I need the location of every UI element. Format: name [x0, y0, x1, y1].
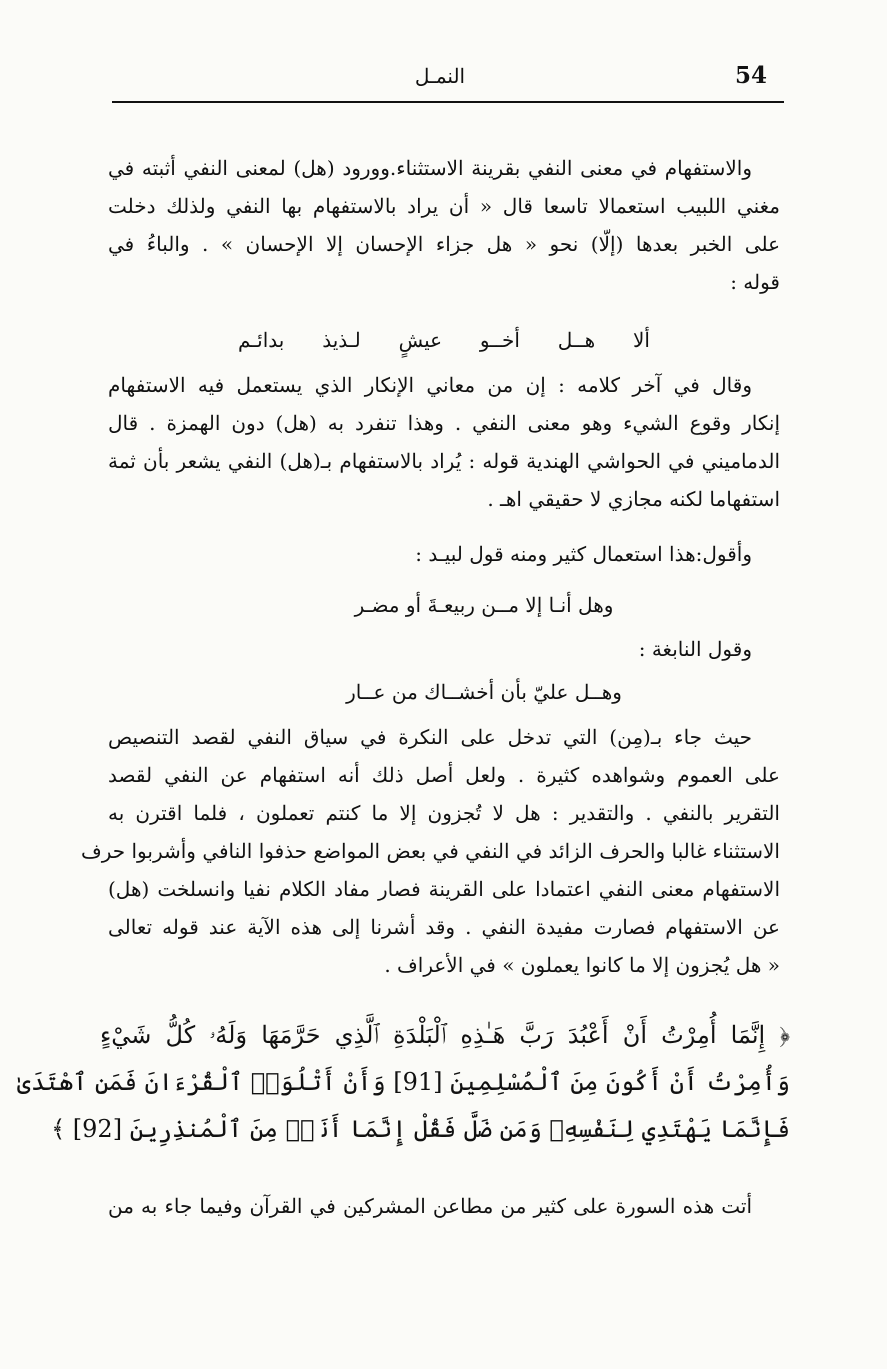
text-line: الاستثناء غالبا والحرف الزائد في النفي في بعض المواضع حذفوا النافي وأشربوا حرف — [81, 839, 780, 863]
text-line: مغني اللبيب استعمالا تاسعا قال « أن يراد بالاستفهام بها النفي ولذلك دخلت — [108, 194, 780, 218]
text-line: استفهاما لكنه مجازي لا حقيقي اهـ . — [487, 487, 780, 511]
text-line: أتت هذه السورة على كثير من مطاعن المشركين في القرآن وفيما جاء به من — [108, 1194, 752, 1218]
paragraph-4 — [108, 630, 780, 668]
paragraph-1 — [108, 149, 780, 301]
verse-3 — [108, 673, 780, 711]
quran-verses — [16, 1012, 790, 1153]
text-line: « هل يُجزون إلا ما كانوا يعملون » في الأعراف . — [384, 953, 780, 977]
text-line: الاستفهام معنى النفي اعتمادا على القرينة فصار مفاد الكلام نفيا وانسلخت (هل) — [108, 877, 780, 901]
text-line: وأقول:هذا استعمال كثير ومنه قول لبيـد : — [415, 542, 752, 566]
running-title: النمـل — [414, 64, 466, 88]
verse-2 — [108, 586, 780, 624]
page-number: 54 — [735, 62, 768, 89]
text-line: إنكار وقوع الشيء وهو معنى النفي . وهذا تنفرد به (هل) دون الهمزة . قال — [108, 411, 780, 435]
text-line: قوله : — [730, 270, 780, 294]
verse-1 — [108, 321, 780, 359]
verse-line: ألا هــل أخــو عيشٍ لـذيذ بدائـم — [238, 328, 650, 352]
text-line: التقرير بالنفي . والتقدير : هل لا تُجزون إلا ما كنتم تعملون ، فلما اقترن به — [108, 801, 780, 825]
verse-line: وهــل عليّ بأن أخشــاك من عــار — [346, 680, 622, 704]
quran-line: فَإِنَّمَا يَهْتَدِي لِنَفْسِهِۦ وَمَن ضَلَّ فَقُلْ إِنَّمَا أَنَا۠ مِنَ ٱلْمُنذِرِينَ [92] ﴾ — [51, 1115, 790, 1143]
paragraph-6 — [108, 1187, 780, 1225]
text-line: الدماميني في الحواشي الهندية قوله : يُراد بالاستفهام بـ(هل) النفي يشعر بأن ثمة — [108, 449, 780, 473]
verse-line: وهل أنـا إلا مــن ربيعـةَ أو مضـر — [354, 593, 614, 617]
text-line: وقال في آخر كلامه : إن من معاني الإنكار الذي يستعمل فيه الاستفهام — [108, 373, 752, 397]
paragraph-2 — [108, 366, 780, 518]
paragraph-3 — [108, 535, 780, 573]
quran-line: وَأُمِرْتُ أَنْ أَكُونَ مِنَ ٱلْمُسْلِمِينَ [91] وَأَنْ أَتْلُوَا۟ ٱلْقُرْءَانَ فَمَنِ ٱهْتَدَىٰ — [16, 1068, 790, 1096]
text-line: والاستفهام في معنى النفي بقرينة الاستثناء.وورود (هل) لمعنى النفي أثبته في — [108, 156, 752, 180]
text-line: على الخبر بعدها (إلّا) نحو « هل جزاء الإحسان إلا الإحسان » . والباءُ في — [108, 232, 780, 256]
quran-line: ﴿ إِنَّمَا أُمِرْتُ أَنْ أَعْبُدَ رَبَّ هَـٰذِهِ ٱلْبَلْدَةِ ٱلَّذِي حَرَّمَهَا وَلَهُۥ كُلُّ شَيْءٍ — [100, 1021, 790, 1049]
text-line: حيث جاء بـ(مِن) التي تدخل على النكرة في سياق النفي لقصد التنصيص — [108, 725, 752, 749]
text-line: على العموم وشواهده كثيرة . ولعل أصل ذلك أنه استفهام عن النفي لقصد — [108, 763, 780, 787]
header-rule — [112, 101, 784, 103]
paragraph-5 — [81, 718, 780, 984]
text-line: عن الاستفهام فصارت مفيدة النفي . وقد أشرنا إلى هذه الآية عند قوله تعالى — [108, 915, 780, 939]
text-line: وقول النابغة : — [638, 637, 752, 661]
